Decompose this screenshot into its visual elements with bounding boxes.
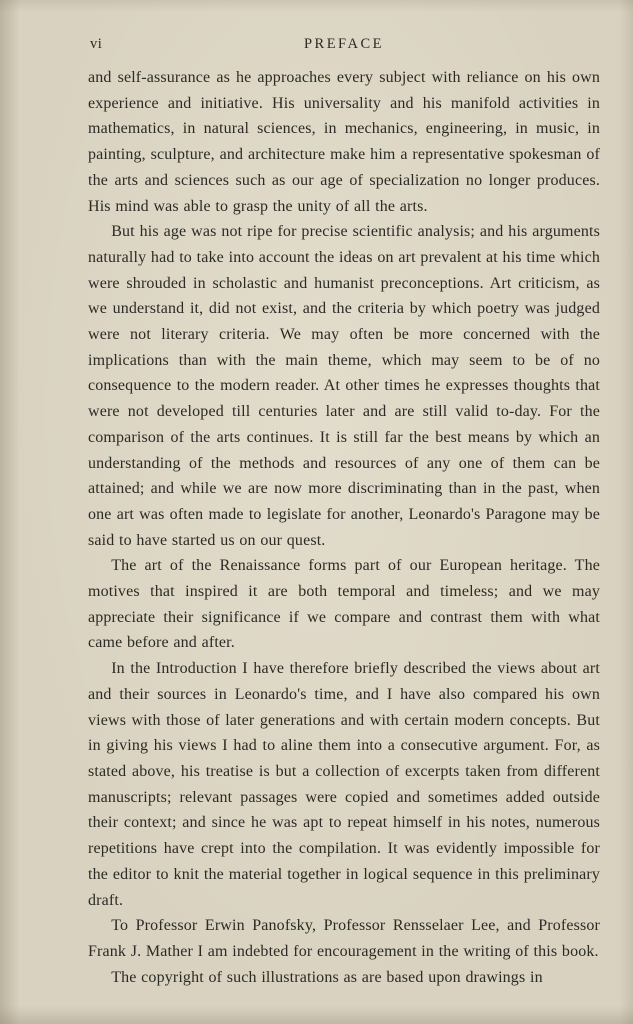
paragraph: and self-assurance as he approaches every subject with reliance on his own experience and initiative. His universality and his manifold activities in mathematics, in natural sciences, in mechanics, engineering, in music, in painting, sculpture, and architecture make him a representative spokesman of the arts and sciences such as our age of specialization no longer produces. His mind was able to grasp the unity of all the arts. [88, 69, 600, 215]
paragraph: To Professor Erwin Panofsky, Professor Rensselaer Lee, and Professor Frank J. Mather I am indebted for encouragement in the writing of this book. [88, 917, 600, 960]
page-header [88, 33, 600, 55]
paragraph: In the Introduction I have therefore briefly described the views about art and their sources in Leonardo's time, and I have also compared his own views with those of later generations and with certain modern concepts. But in giving his views I had to aline them into a consecutive argument. For, as stated above, his treatise is but a collection of excerpts taken from different manuscripts; relevant passages were copied and sometimes added outside their context; and since he was apt to repeat himself in his notes, numerous repetitions have crept into the compilation. It was evidently impossible for the editor to knit the material together in logical sequence in this preliminary draft. [88, 660, 600, 909]
header-title: PREFACE [303, 36, 385, 52]
paragraph: The copyright of such illustrations as are based upon drawings in [111, 968, 543, 986]
page-number: vi [90, 36, 103, 52]
paragraph: But his age was not ripe for precise scientific analysis; and his arguments naturally had to take into account the ideas on art prevalent at his time which were shrouded in scholastic and humanist preconceptions. Art criticism, as we understand it, did not exist, and the criteria by which poetry was judged were not literary criteria. We may often be more concerned with the implications than with the main theme, which may seem to be of no consequence to the modern reader. At other times he expresses thoughts that were not developed till centuries later and are still valid to-day. For the comparison of the arts continues. It is still far the best means by which an understanding of the methods and resources of any one of them can be attained; and while we are now more discriminating than in the past, when one art was often made to legislate for another, Leonardo's Paragone may be said to have started us on our quest. [88, 223, 600, 549]
paragraph: The art of the Renaissance forms part of our European heritage. The motives that inspired it are both temporal and timeless; and we may appreciate their significance if we compare and contrast them with what came before and after. [88, 557, 600, 652]
text-block [88, 65, 600, 990]
